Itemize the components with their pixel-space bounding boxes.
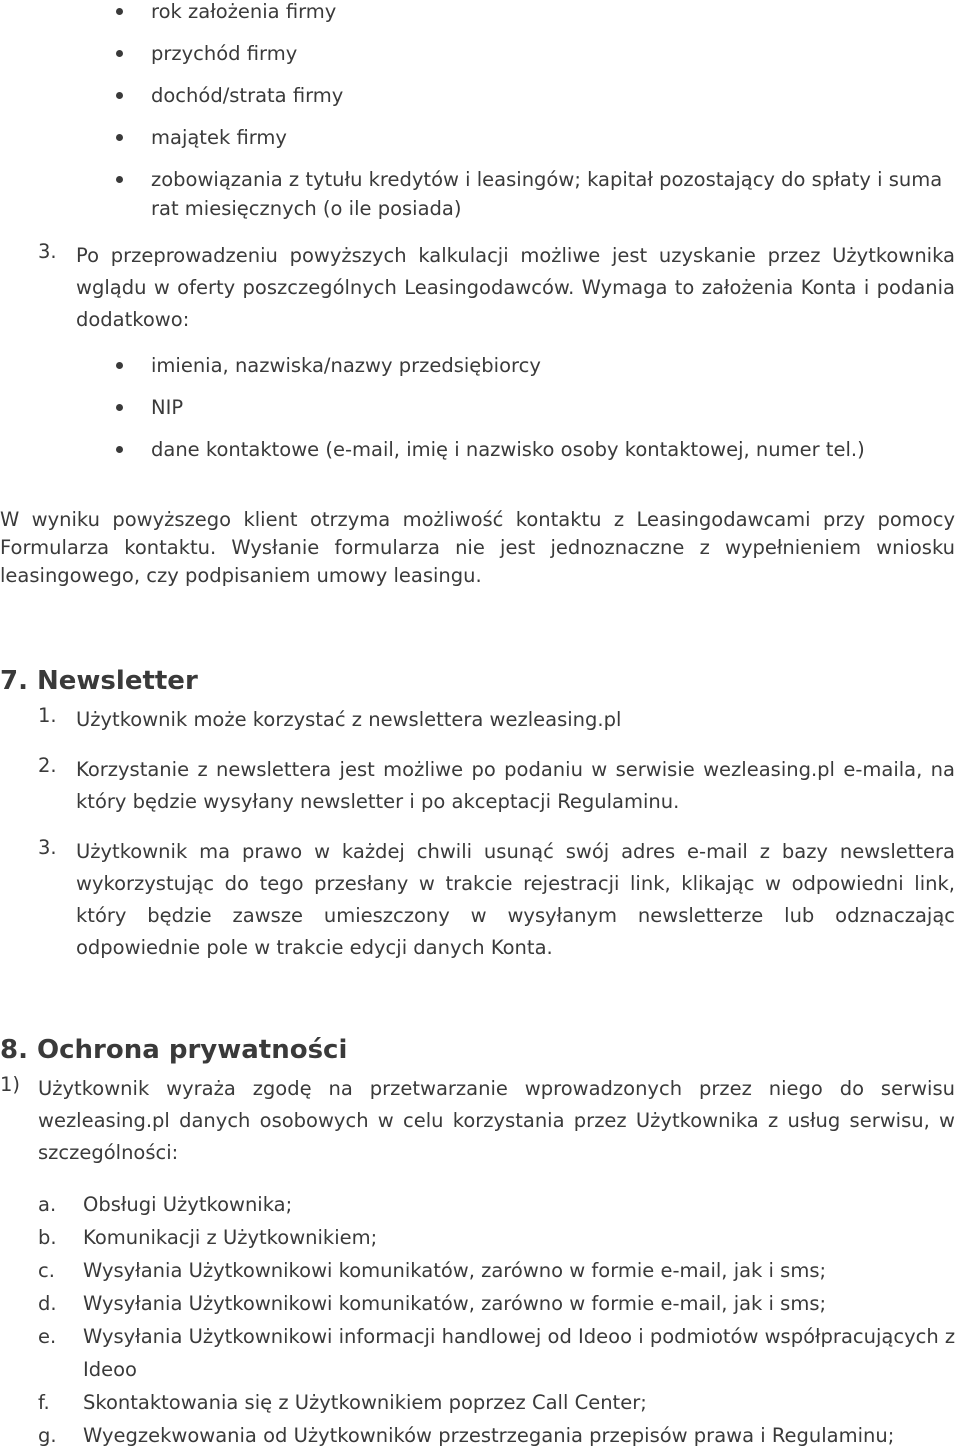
bullet-icon bbox=[116, 134, 123, 141]
privacy-item-1 bbox=[0, 1073, 955, 1169]
list-item: dochód/strata firmy bbox=[0, 81, 951, 110]
list-item: dane kontaktowe (e-mail, imię i nazwisko osoby kontaktowej, numer tel.) bbox=[0, 435, 951, 464]
newsletter-item-1 bbox=[38, 704, 955, 736]
list-item: przychód firmy bbox=[0, 39, 951, 68]
item-text: Użytkownik wyraża zgodę na przetwarzanie wprowadzonych przez niego do serwisu wezleasing.pl danych osobowych w celu korzystania przez Użytkownika z usług serwisu, w szczególności: bbox=[38, 1077, 955, 1164]
item-number: 1. bbox=[38, 704, 57, 727]
list-item: imienia, nazwiska/nazwy przedsiębiorcy bbox=[0, 351, 951, 380]
item-number: 2. bbox=[38, 754, 57, 777]
step-text: Po przeprowadzeniu powyższych kalkulacji możliwe jest uzyskanie przez Użytkownika wglądu w oferty poszczególnych Leasingodawców. Wymaga to założenia Konta i podania dodatkowo: bbox=[76, 244, 955, 331]
step-3 bbox=[38, 240, 955, 336]
bullet-icon bbox=[116, 404, 123, 411]
item-text: Korzystanie z newslettera jest możliwe po podaniu w serwisie wezleasing.pl e-maila, na który będzie wysyłany newsletter i po akceptacji Regulaminu. bbox=[76, 758, 955, 813]
newsletter-item-2 bbox=[38, 754, 955, 818]
list-item: rok założenia firmy bbox=[0, 0, 951, 26]
list-item: c. Wysyłania Użytkownikowi komunikatów, zarówno w formie e-mail, jak i sms; bbox=[38, 1259, 827, 1282]
step-number: 3. bbox=[38, 240, 57, 263]
section-heading-privacy: 8. Ochrona prywatności bbox=[0, 1035, 348, 1065]
newsletter-item-3 bbox=[38, 836, 955, 964]
bullet-icon bbox=[116, 362, 123, 369]
item-number: 3. bbox=[38, 836, 57, 859]
list-item: e. Wysyłania Użytkownikowi informacji handlowej od Ideoo i podmiotów współpracujących z Ideoo bbox=[38, 1325, 956, 1381]
list-item: f. Skontaktowania się z Użytkownikiem poprzez Call Center; bbox=[38, 1391, 647, 1414]
bullet-icon bbox=[116, 176, 123, 183]
bullet-icon bbox=[116, 50, 123, 57]
bullet-icon bbox=[116, 92, 123, 99]
list-item: NIP bbox=[0, 393, 951, 422]
list-item: g. Wyegzekwowania od Użytkowników przestrzegania przepisów prawa i Regulaminu; bbox=[38, 1424, 895, 1447]
item-text: Użytkownik może korzystać z newslettera wezleasing.pl bbox=[76, 708, 622, 731]
bullet-icon bbox=[116, 446, 123, 453]
list-item: b. Komunikacji z Użytkownikiem; bbox=[38, 1226, 378, 1249]
list-item: zobowiązania z tytułu kredytów i leasingów; kapitał pozostający do spłaty i suma rat miesięcznych (o ile posiada) bbox=[0, 165, 951, 223]
item-text: Użytkownik ma prawo w każdej chwili usunąć swój adres e-mail z bazy newslettera wykorzystując do tego przesłany w trakcie rejestracji link, klikając w odpowiedni link, który będzie zawsze umieszczony w wysyłanym newsletterze lub odznaczając odpowiednie pole w trakcie edycji danych Konta. bbox=[76, 840, 955, 959]
bullet-icon bbox=[116, 8, 123, 15]
list-item: majątek firmy bbox=[0, 123, 951, 152]
list-item: a. Obsługi Użytkownika; bbox=[38, 1193, 293, 1216]
account-data-list bbox=[0, 351, 951, 464]
section-heading-newsletter: 7. Newsletter bbox=[0, 666, 198, 696]
result-paragraph: W wyniku powyższego klient otrzyma możliwość kontaktu z Leasingodawcami przy pomocy Formularza kontaktu. Wysłanie formularza nie jest jednoznaczne z wypełnieniem wniosku leasingowego, czy podpisaniem umowy leasingu. bbox=[0, 508, 955, 587]
list-item: d. Wysyłania Użytkownikowi komunikatów, zarówno w formie e-mail, jak i sms; bbox=[38, 1292, 827, 1315]
privacy-purposes-list bbox=[38, 1188, 958, 1452]
company-data-list bbox=[0, 0, 951, 223]
item-number: 1) bbox=[0, 1073, 21, 1096]
